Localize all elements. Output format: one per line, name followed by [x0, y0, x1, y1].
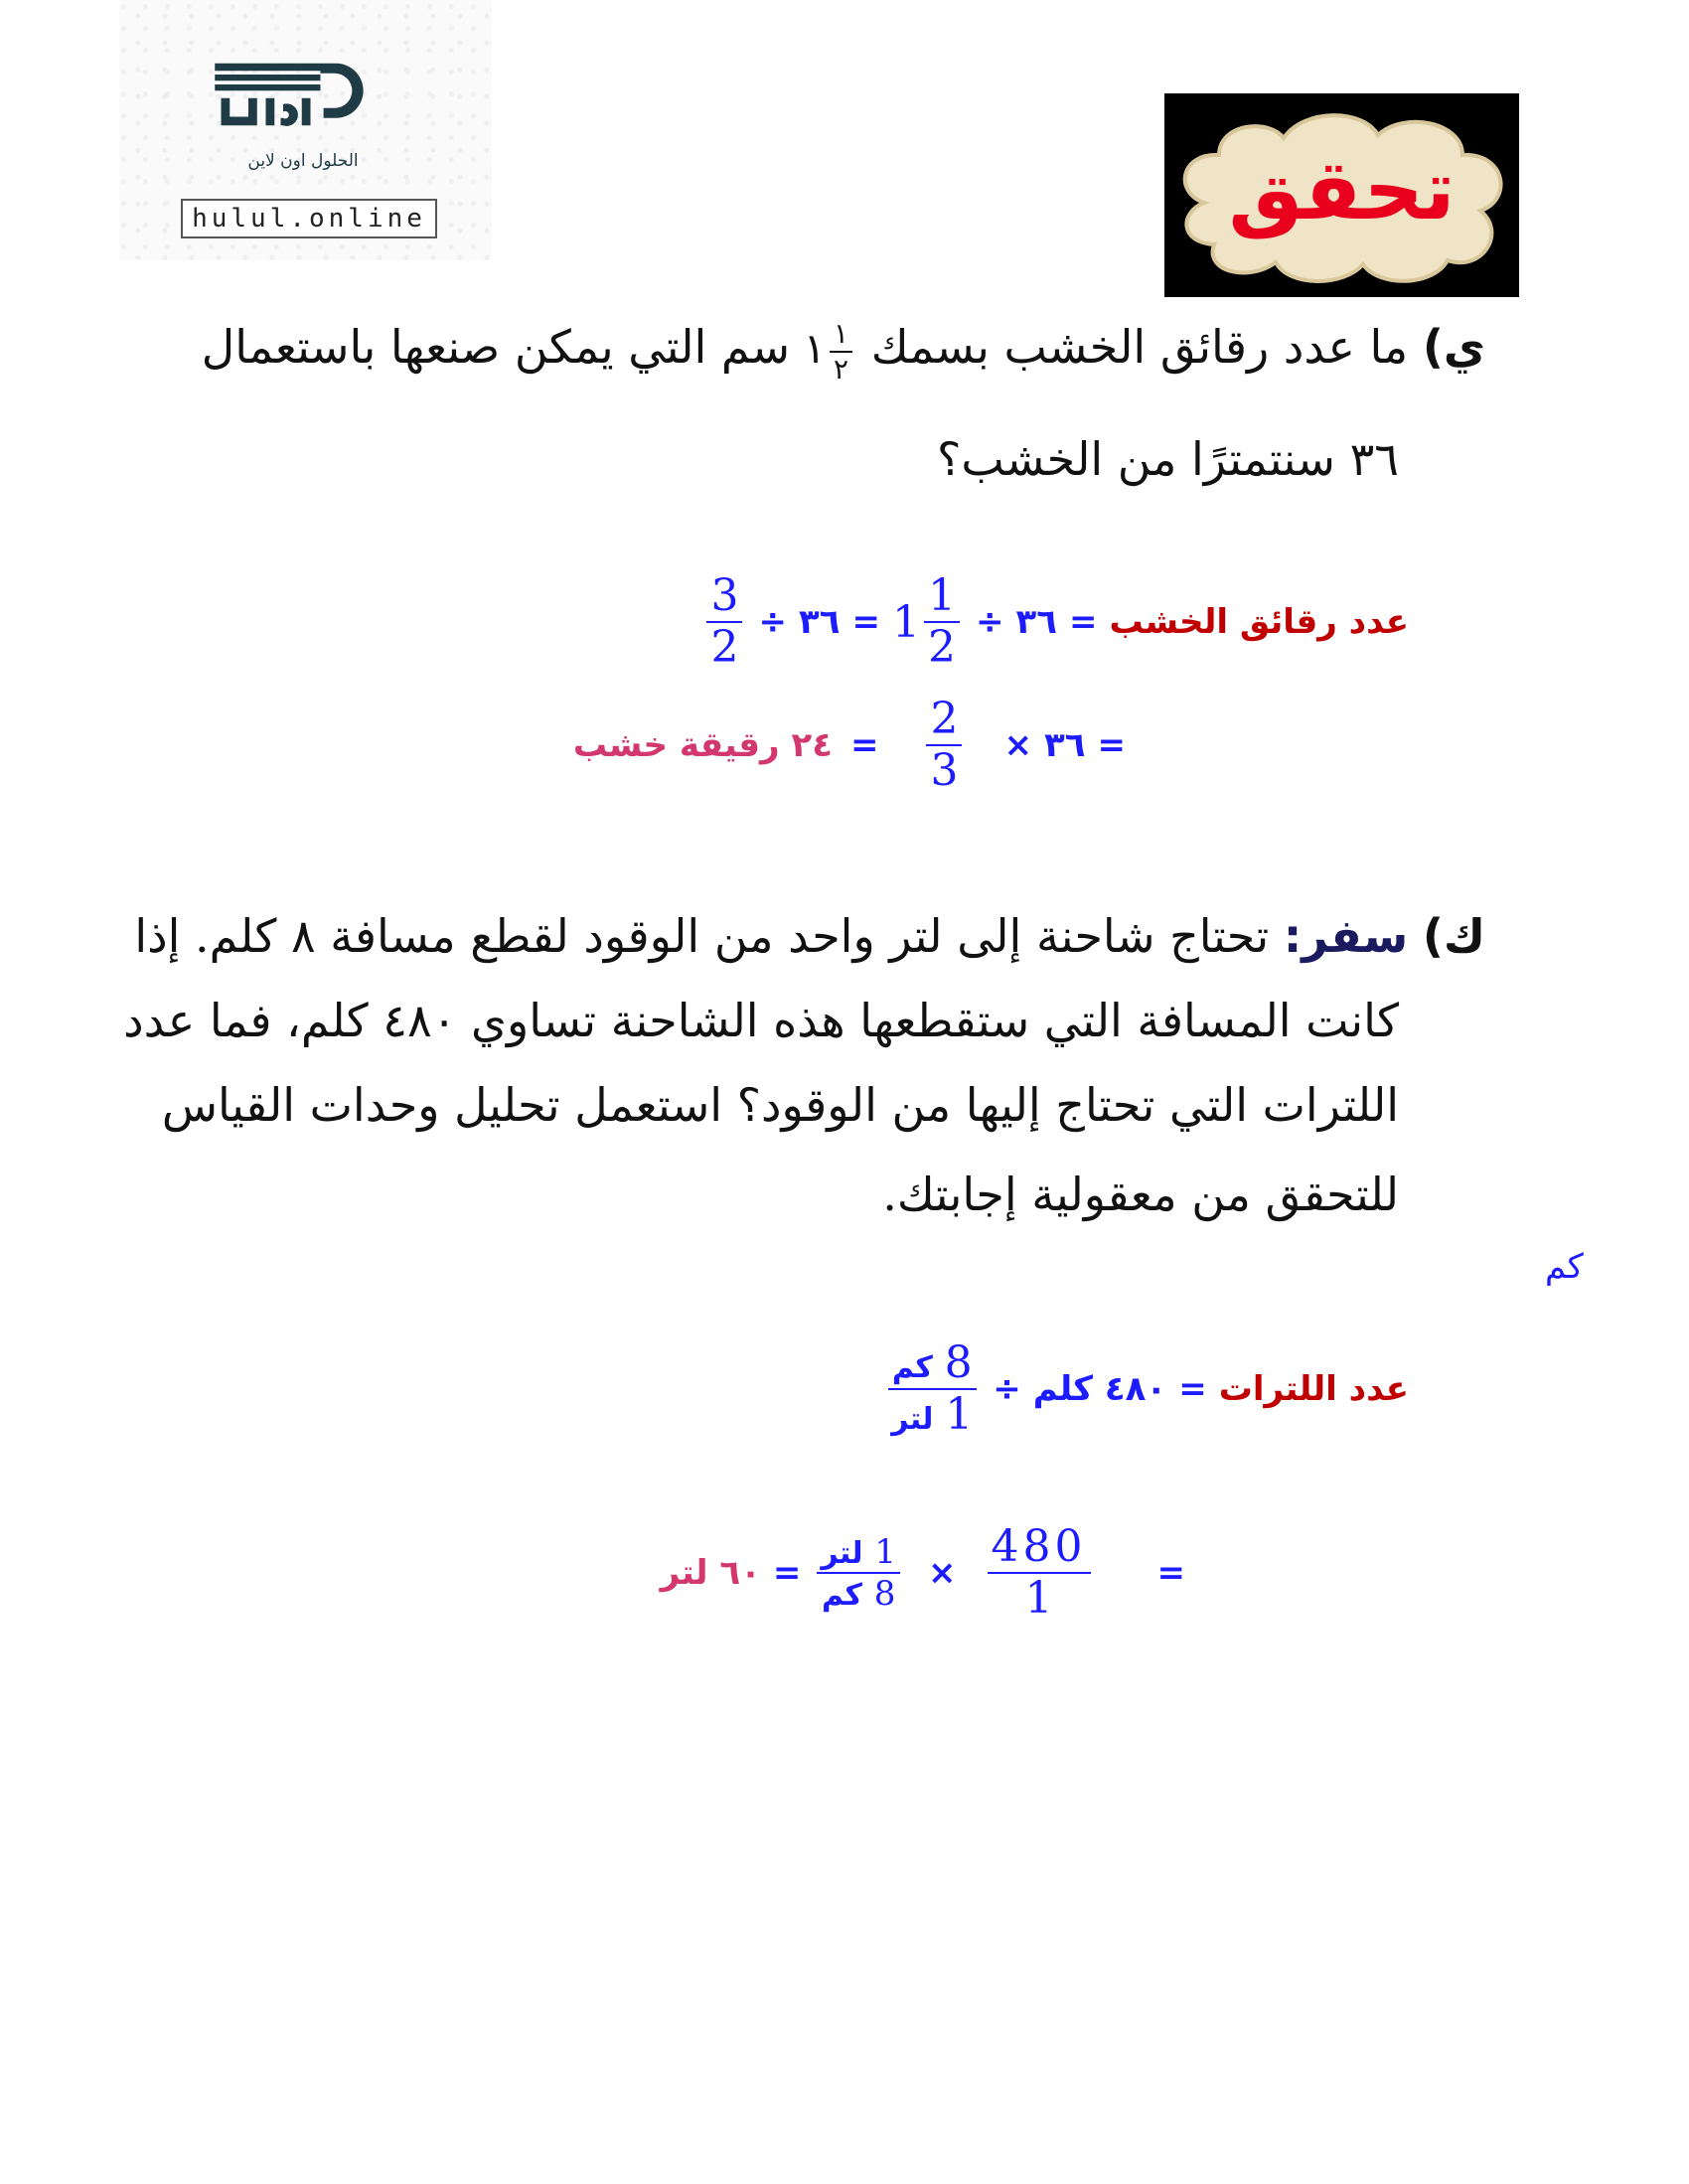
question-k-line4: للتحقق من معقولية إجابتك. [882, 1168, 1399, 1221]
times-sign: × [1003, 725, 1032, 765]
solution-y-line2 [572, 694, 1138, 796]
solution-k-line2 [660, 1521, 1197, 1624]
fraction-numerator [817, 1532, 900, 1574]
value-36: ٣٦ [1015, 602, 1057, 642]
fraction-denominator: 1 [1024, 1573, 1053, 1624]
fraction-denominator: ٢ [834, 353, 849, 386]
divide-sign: ÷ [975, 602, 1004, 642]
solution-k-line1 [883, 1337, 1409, 1440]
fraction-numerator: 1 [924, 574, 960, 623]
fraction-denominator: 3 [930, 745, 959, 796]
hulul-logo-mark [209, 40, 407, 169]
equals-sign: = [851, 602, 880, 642]
equals-sign: = [1156, 1553, 1185, 1593]
rate-den-value: 1 [945, 1389, 974, 1440]
recip-den-unit: كم [821, 1578, 862, 1613]
divide-sign: ÷ [758, 602, 787, 642]
recip-den-value: 8 [873, 1574, 896, 1614]
solution-k-label: عدد اللترات [1218, 1369, 1409, 1409]
distance-fraction [985, 1521, 1094, 1624]
fraction-denominator: 2 [710, 622, 739, 673]
rate-num-value: 8 [944, 1337, 973, 1388]
fraction-numerator [888, 1337, 977, 1390]
recip-num-unit: لتر [821, 1536, 863, 1571]
solution-y-label: عدد رقائق الخشب [1109, 602, 1409, 642]
stray-unit-label: كم [1545, 1247, 1584, 1287]
improper-fraction [706, 570, 742, 673]
logo-url-box: hulul.online [181, 199, 437, 238]
question-k-line3: اللترات التي تحتاج إليها من الوقود؟ استعمل تحليل وحدات القياس [161, 1078, 1399, 1132]
solution-y-line1 [702, 570, 1409, 673]
question-y-line1 [201, 317, 1485, 386]
times-sign: × [928, 1553, 957, 1593]
logo-subtitle: الحلول اون لاين [247, 151, 359, 171]
equals-sign: = [1097, 725, 1126, 765]
answer-y: ٢٤ رقيقة خشب [572, 725, 833, 765]
question-k-text: تحتاج شاحنة إلى لتر واحد من الوقود لقطع مسافة ٨ كلم. إذا [134, 909, 1270, 963]
question-y-fraction [830, 317, 852, 386]
question-k-keyword: سفر: [1283, 909, 1409, 963]
fraction-numerator: ١ [830, 320, 852, 353]
rate-fraction [887, 1337, 977, 1440]
fraction-denominator: 2 [927, 622, 956, 673]
question-y-whole: ١ [803, 324, 827, 373]
equals-sign: = [1178, 1369, 1207, 1409]
reciprocal-rate-fraction [817, 1532, 900, 1614]
fraction-numerator: 480 [988, 1525, 1091, 1574]
equals-sign: = [1068, 602, 1098, 642]
fraction-numerator: 3 [706, 574, 742, 623]
recip-num-value: 1 [874, 1532, 896, 1572]
fraction-denominator [818, 1574, 899, 1614]
equals-sign: = [849, 725, 879, 765]
value-36: ٣٦ [798, 602, 841, 642]
question-y-line2: ٣٦ سنتمترًا من الخشب؟ [937, 432, 1399, 486]
equals-sign: = [772, 1553, 802, 1593]
question-k-line2: كانت المسافة التي ستقطعها هذه الشاحنة تساوي ٤٨٠ كلم، فما عدد [123, 994, 1399, 1047]
fraction-numerator: 2 [926, 698, 962, 746]
mixed-number [891, 570, 964, 673]
question-k-label: ك) [1422, 909, 1485, 963]
value-36: ٣٦ [1043, 725, 1086, 765]
divide-sign: ÷ [993, 1369, 1021, 1409]
question-y-text-after: سم التي يمكن صنعها باستعمال [201, 320, 791, 374]
question-y-text-before: ما عدد رقائق الخشب بسمك [870, 320, 1409, 374]
mixed-fraction [924, 570, 960, 673]
distance-value: ٤٨٠ كلم [1032, 1369, 1167, 1409]
answer-k: ٦٠ لتر [660, 1553, 761, 1593]
check-badge [1164, 93, 1519, 297]
question-y-label: ي) [1422, 320, 1485, 374]
mixed-whole: 1 [891, 596, 920, 648]
badge-title: تحقق [1228, 141, 1456, 238]
reciprocal-fraction [926, 694, 962, 796]
rate-den-unit: لتر [891, 1402, 934, 1437]
fraction-denominator [887, 1389, 977, 1440]
question-k-line1 [134, 909, 1485, 963]
question-y-mixed-number [790, 317, 856, 386]
rate-num-unit: كم [891, 1350, 933, 1385]
